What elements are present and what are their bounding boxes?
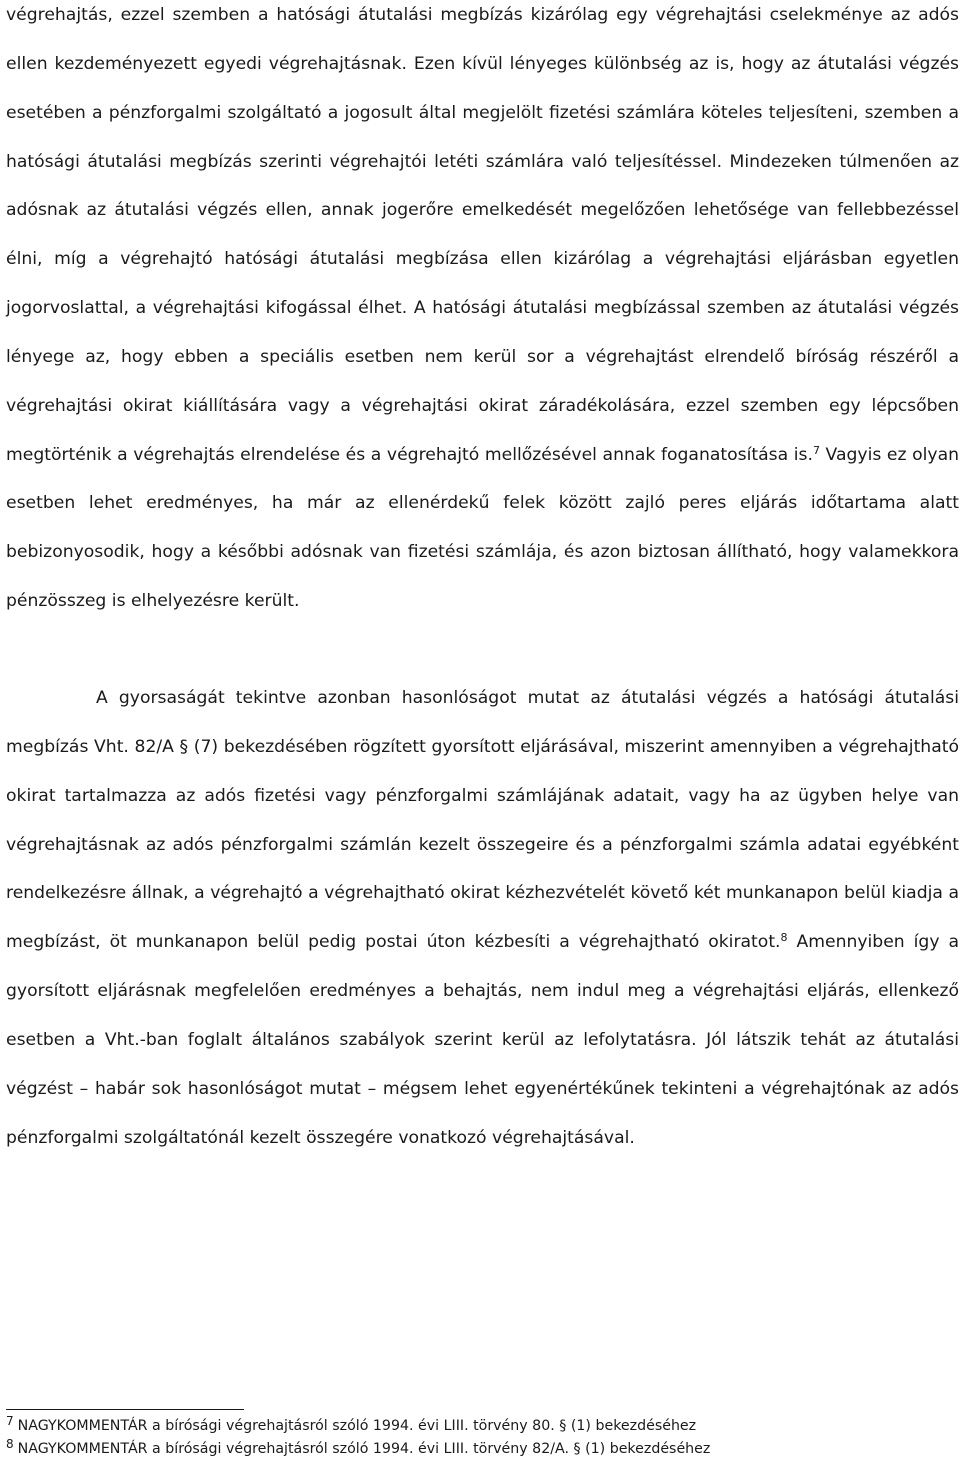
document-body <box>6 0 959 1162</box>
footnote-text: NAGYKOMMENTÁR a bírósági végrehajtásról szóló 1994. évi LIII. törvény 82/A. § (1) bekezdéséhez <box>17 1441 711 1457</box>
paragraph <box>6 674 959 1162</box>
paragraph <box>6 0 959 626</box>
footnote-number: 7 <box>6 1413 14 1428</box>
footnote-text: NAGYKOMMENTÁR a bírósági végrehajtásról szóló 1994. évi LIII. törvény 80. § (1) bekezdéséhez <box>17 1418 697 1434</box>
paragraph-text: Vagyis ez olyan esetben lehet eredményes, ha már az ellenérdekű felek között zajló peres eljárás időtartama alatt bebizonyosodik, hogy a későbbi adósnak van fizetési számlája, és azon biztosan állítható, hogy valamekkora pénzösszeg is elhelyezésre került. <box>6 444 960 612</box>
footnote-separator <box>6 1409 244 1410</box>
paragraph-text: Amennyiben így a gyorsított eljárásnak megfelelően eredményes a behajtás, nem indul meg a végrehajtási eljárás, ellenkező esetben a Vht.-ban foglalt általános szabályok szerint kerül az lefolytatásra. Jól látszik tehát az átutalási végzést – habár sok hasonlóságot mutat – mégsem lehet egyenértékűnek tekinteni a végrehajtónak az adós pénzforgalmi szolgáltatónál kezelt összegére vonatkozó végrehajtásával. <box>6 932 960 1148</box>
footnote-number: 8 <box>6 1436 14 1451</box>
paragraph-text: A gyorsaságát tekintve azonban hasonlóságot mutat az átutalási végzés a hatósági átutalási megbízás Vht. 82/A § (7) bekezdésében rögzített gyorsított eljárásával, miszerint amennyiben a végrehajtható okirat tartalmazza az adós fizetési vagy pénzforgalmi számlájának adatait, vagy ha az ügyben helye van végrehajtásnak az adós pénzforgalmi számlán kezelt összegeire és a pénzforgalmi számla adatai egyébként rendelkezésre állnak, a végrehajtó a végrehajtható okirat kézhezvételét követő két munkanapon belül kiadja a megbízást, öt munkanapon belül pedig postai úton kézbesíti a végrehajtható okiratot. <box>6 687 959 953</box>
paragraph-text: végrehajtás, ezzel szemben a hatósági átutalási megbízás kizárólag egy végrehajtási cselekménye az adós ellen kezdeményezett egyedi végrehajtásnak. Ezen kívül lényeges különbség az is, hogy az átutalási végzés esetében a pénzforgalmi szolgáltató a jogosult által megjelölt fizetési számlára köteles teljesíteni, szemben a hatósági átutalási megbízás szerinti végrehajtói letéti számlára való teljesítéssel. Mindezeken túlmenően az adósnak az átutalási végzés ellen, annak jogerőre emelkedését megelőzően lehetősége van fellebbezéssel élni, míg a végrehajtó hatósági átutalási megbízása ellen kizárólag a végrehajtási eljárásban egyetlen jogorvoslattal, a végrehajtási kifogással élhet. A hatósági átutalási megbízással szemben az átutalási végzés lényege az, hogy ebben a speciális esetben nem kerül sor a végrehajtást elrendelő bíróság részéről a végrehajtási okirat kiállítására vagy a végrehajtási okirat záradékolására, ezzel szemben egy lépcsőben megtörténik a végrehajtás elrendelése és a végrehajtó mellőzésével annak foganatosítása is. <box>6 5 959 465</box>
footnote-reference[interactable]: 8 <box>780 931 788 945</box>
footnote <box>6 1415 956 1438</box>
footnote-reference[interactable]: 7 <box>812 443 820 457</box>
footnote <box>6 1438 956 1461</box>
footnotes <box>6 1415 956 1461</box>
